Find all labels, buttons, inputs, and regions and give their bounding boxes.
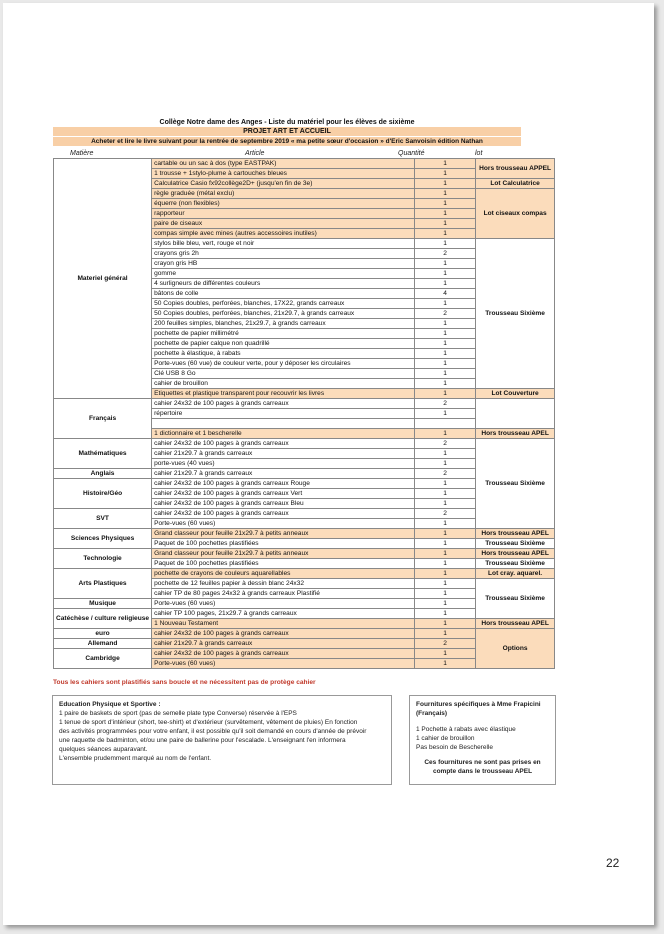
qty-cell: 2 (415, 469, 476, 479)
article-cell: Calculatrice Casio fx92collège2D+ (jusqu'en fin de 3e) (152, 179, 415, 189)
eps-line: une raquette de badminton, et/ou une paire de ballerine pour l'escalade. L'enseignant l'en informera (59, 737, 346, 744)
qty-cell: 1 (415, 589, 476, 599)
table-row (54, 159, 555, 169)
table-row (54, 629, 555, 639)
article-cell: règle graduée (métal exclu) (152, 189, 415, 199)
eps-line: 1 tenue de sport d'intérieur (short, tee-shirt) et d'extérieur (survêtement, vêtement de pluies) En fonction (59, 719, 358, 726)
article-cell: gomme (152, 269, 415, 279)
article-cell: cahier 24x32 de 100 pages à grands carreaux (152, 439, 415, 449)
qty-cell: 1 (415, 609, 476, 619)
article-cell: répertoire (152, 409, 415, 419)
article-cell: cahier 24x32 de 100 pages à grands carreaux (152, 509, 415, 519)
project-title: PROJET ART ET ACCUEIL (53, 127, 521, 136)
subject-cell: Technologie (54, 549, 152, 569)
article-cell: cahier 21x29.7 à grands carreaux (152, 469, 415, 479)
qty-cell: 1 (415, 449, 476, 459)
article-cell: Porte-vues (60 vues) (152, 659, 415, 669)
subject-cell: Musique (54, 599, 152, 609)
qty-cell: 1 (415, 269, 476, 279)
qty-cell: 1 (415, 569, 476, 579)
article-cell: 1 Nouveau Testament (152, 619, 415, 629)
article-cell: porte-vues (40 vues) (152, 459, 415, 469)
article-cell: pochette de 12 feuilles papier à dessin blanc 24x32 (152, 579, 415, 589)
qty-cell: 1 (415, 549, 476, 559)
subject-cell: Mathématiques (54, 439, 152, 469)
qty-cell: 1 (415, 459, 476, 469)
qty-cell: 1 (415, 369, 476, 379)
fourniture-item: Pas besoin de Bescherelle (416, 744, 493, 751)
subject-cell: Materiel général (54, 159, 152, 399)
article-cell: pochette de papier millimétré (152, 329, 415, 339)
article-cell: compas simple avec mines (autres accessoires inutiles) (152, 229, 415, 239)
qty-cell: 1 (415, 499, 476, 509)
qty-cell: 1 (415, 239, 476, 249)
table-row (54, 569, 555, 579)
qty-cell: 1 (415, 229, 476, 239)
article-cell: équerre (non flexibles) (152, 199, 415, 209)
article-cell: 200 feuilles simples, blanches, 21x29.7, à grands carreaux (152, 319, 415, 329)
article-cell: Grand classeur pour feuille 21x29.7 à petits anneaux (152, 549, 415, 559)
table-row (54, 399, 555, 409)
article-cell: cahier 24x32 de 100 pages à grands carreaux Vert (152, 489, 415, 499)
lot-cell: Trousseau Sixième (476, 239, 555, 389)
article-cell: cahier 21x29.7 à grands carreaux (152, 639, 415, 649)
table-row (54, 549, 555, 559)
supplies-table (53, 158, 555, 669)
qty-cell: 1 (415, 559, 476, 569)
article-cell: Clé USB 8 Go (152, 369, 415, 379)
article-cell: paire de ciseaux (152, 219, 415, 229)
article-cell: Porte-vues (60 vue) de couleur verte, pour y déposer les circulaires (152, 359, 415, 369)
qty-cell: 2 (415, 249, 476, 259)
qty-cell: 1 (415, 519, 476, 529)
eps-title: Education Physique et Sportive : (59, 701, 161, 708)
document-title: Collège Notre dame des Anges - Liste du matériel pour les élèves de sixième (159, 119, 415, 126)
col-matiere: Matière (70, 150, 94, 157)
article-cell: cahier 24x32 de 100 pages à grands carreaux Rouge (152, 479, 415, 489)
subject-cell: Sciences Physiques (54, 529, 152, 549)
article-cell: 1 trousse + 1stylo-plume à cartouches bleues (152, 169, 415, 179)
article-cell: 50 Copies doubles, perforées, blanches, 17X22, grands carreaux (152, 299, 415, 309)
qty-cell: 1 (415, 319, 476, 329)
qty-cell: 1 (415, 409, 476, 419)
qty-cell: 1 (415, 219, 476, 229)
qty-cell: 1 (415, 339, 476, 349)
qty-cell: 2 (415, 399, 476, 409)
qty-cell: 1 (415, 579, 476, 589)
qty-cell: 1 (415, 479, 476, 489)
qty-cell: 1 (415, 599, 476, 609)
qty-cell: 1 (415, 189, 476, 199)
subject-cell: Catéchèse / culture religieuse (54, 609, 152, 629)
article-cell: Paquet de 100 pochettes plastifiées (152, 539, 415, 549)
lot-cell: Trousseau Sixième (476, 539, 555, 549)
qty-cell (415, 419, 476, 429)
article-cell (152, 419, 415, 429)
article-cell: Porte-vues (60 vues) (152, 519, 415, 529)
subject-cell: euro (54, 629, 152, 639)
article-cell: crayons gris 2h (152, 249, 415, 259)
qty-cell: 4 (415, 289, 476, 299)
article-cell: pochette à élastique, à rabats (152, 349, 415, 359)
lot-cell: Trousseau Sixième (476, 559, 555, 569)
article-cell: cahier 21x29.7 à grands carreaux (152, 449, 415, 459)
qty-cell: 1 (415, 629, 476, 639)
qty-cell: 1 (415, 259, 476, 269)
lot-cell: Options (476, 629, 555, 669)
subject-cell: Arts Plastiques (54, 569, 152, 599)
article-cell: pochette de crayons de couleurs aquarellables (152, 569, 415, 579)
qty-cell: 1 (415, 159, 476, 169)
eps-line: des activités programmées pour votre enfant, il est possible qu'il soit demandé en cours d'année de prévoir (59, 728, 367, 735)
subject-cell: Allemand (54, 639, 152, 649)
lot-cell: Hors trousseau APPEL (476, 159, 555, 179)
qty-cell: 1 (415, 619, 476, 629)
lot-cell: Hors trousseau APEL (476, 529, 555, 539)
subject-cell: Cambridge (54, 649, 152, 669)
subject-cell: SVT (54, 509, 152, 529)
col-article: Article (245, 150, 265, 157)
plastified-note: Tous les cahiers sont plastifiés sans boucle et ne nécessitent pas de protège cahier (53, 679, 316, 686)
col-lot: lot (475, 150, 483, 157)
fournitures-subtitle: (Français) (416, 710, 448, 717)
article-cell: Etiquettes et plastique transparent pour recouvrir les livres (152, 389, 415, 399)
table-row (54, 439, 555, 449)
lot-cell: Trousseau Sixième (476, 579, 555, 619)
article-cell: rapporteur (152, 209, 415, 219)
qty-cell: 1 (415, 199, 476, 209)
article-cell: cahier 24x32 de 100 pages à grands carreaux (152, 399, 415, 409)
article-cell: cahier 24x32 de 100 pages à grands carreaux Bleu (152, 499, 415, 509)
subject-cell: Français (54, 399, 152, 439)
page-number: 22 (606, 856, 620, 870)
lot-cell: Lot ciseaux compas (476, 189, 555, 239)
fourniture-item: 1 cahier de brouillon (416, 735, 475, 742)
qty-cell: 1 (415, 179, 476, 189)
lot-cell: Hors trousseau APEL (476, 429, 555, 439)
lot-cell (476, 399, 555, 429)
eps-box (52, 695, 392, 785)
qty-cell: 1 (415, 539, 476, 549)
article-cell: Grand classeur pour feuille 21x29.7 à petits anneaux (152, 529, 415, 539)
fournitures-box (409, 695, 556, 785)
eps-line: quelques séances auparavant. (59, 746, 148, 753)
lot-cell: Hors trousseau APEL (476, 619, 555, 629)
article-cell: Porte-vues (60 vues) (152, 599, 415, 609)
article-cell: stylos bille bleu, vert, rouge et noir (152, 239, 415, 249)
qty-cell: 1 (415, 279, 476, 289)
article-cell: cahier 24x32 de 100 pages à grands carreaux (152, 629, 415, 639)
article-cell: crayon gris HB (152, 259, 415, 269)
qty-cell: 1 (415, 379, 476, 389)
qty-cell: 1 (415, 329, 476, 339)
article-cell: 1 dictionnaire et 1 bescherelle (152, 429, 415, 439)
qty-cell: 1 (415, 359, 476, 369)
qty-cell: 2 (415, 439, 476, 449)
eps-line: 1 paire de baskets de sport (pas de semelle plate type Converse) réservée à l'EPS (59, 710, 297, 717)
article-cell: pochette de papier calque non quadrillé (152, 339, 415, 349)
article-cell: 4 surligneurs de différentes couleurs (152, 279, 415, 289)
article-cell: cartable ou un sac à dos (type EASTPAK) (152, 159, 415, 169)
qty-cell: 1 (415, 429, 476, 439)
article-cell: 50 Copies doubles, perforées, blanches, 21x29.7, à grands carreaux (152, 309, 415, 319)
eps-line: L'ensemble prudemment marqué au nom de l'enfant. (59, 755, 212, 762)
qty-cell: 1 (415, 649, 476, 659)
article-cell: cahier TP de 80 pages 24x32 à grands carreaux Plastifié (152, 589, 415, 599)
qty-cell: 1 (415, 659, 476, 669)
qty-cell: 1 (415, 209, 476, 219)
lot-cell: Trousseau Sixième (476, 439, 555, 529)
article-cell: cahier 24x32 de 100 pages à grands carreaux (152, 649, 415, 659)
lot-cell: Hors trousseau APEL (476, 549, 555, 559)
qty-cell: 1 (415, 169, 476, 179)
article-cell: bâtons de colle (152, 289, 415, 299)
article-cell: Paquet de 100 pochettes plastifiées (152, 559, 415, 569)
fournitures-footer-2: compte dans le trousseau APEL (432, 768, 533, 775)
reading-instruction: Acheter et lire le livre suivant pour la rentrée de septembre 2019 « ma petite sœur d'occasion » d'Eric Sanvoisin édition Nathan (53, 137, 521, 146)
fournitures-footer-1: Ces fournitures ne sont pas prises en (424, 759, 541, 766)
qty-cell: 2 (415, 509, 476, 519)
lot-cell: Lot Calculatrice (476, 179, 555, 189)
fourniture-item: 1 Pochette à rabats avec élastique (416, 726, 516, 733)
subject-cell: Anglais (54, 469, 152, 479)
qty-cell: 1 (415, 529, 476, 539)
lot-cell: Lot cray. aquarel. (476, 569, 555, 579)
qty-cell: 2 (415, 309, 476, 319)
qty-cell: 1 (415, 489, 476, 499)
qty-cell: 1 (415, 349, 476, 359)
table-row (54, 529, 555, 539)
subject-cell: Histoire/Géo (54, 479, 152, 509)
lot-cell: Lot Couverture (476, 389, 555, 399)
article-cell: cahier de brouillon (152, 379, 415, 389)
qty-cell: 1 (415, 299, 476, 309)
qty-cell: 1 (415, 389, 476, 399)
qty-cell: 2 (415, 639, 476, 649)
article-cell: cahier TP 100 pages, 21x29.7 à grands carreaux (152, 609, 415, 619)
fournitures-title: Fournitures spécifiques à Mme Frapicini (416, 701, 541, 708)
col-quantite: Quantité (398, 150, 425, 157)
